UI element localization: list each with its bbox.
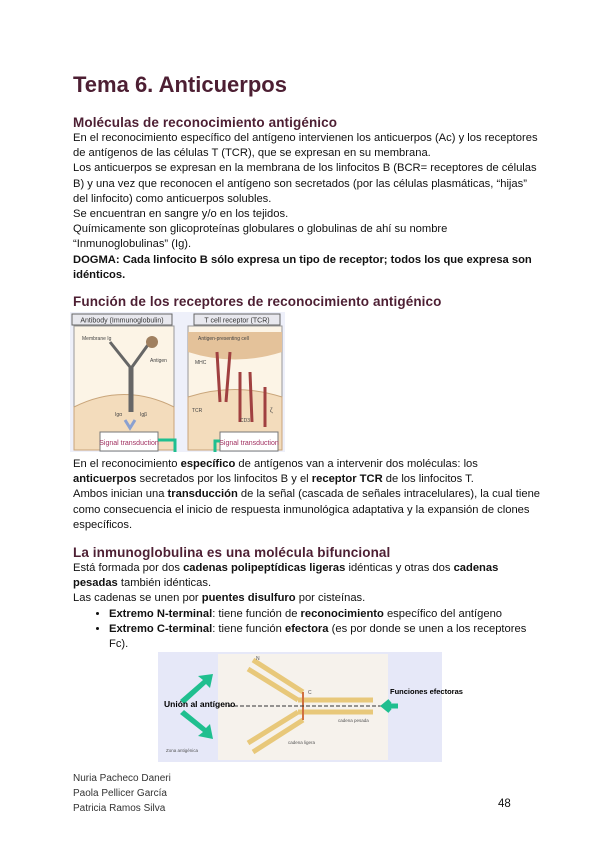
figure-label: cadena ligera — [288, 740, 316, 745]
figure-label: ζ — [270, 408, 273, 414]
author: Nuria Pacheco Daneri — [73, 773, 171, 784]
author: Patricia Ramos Silva — [73, 803, 166, 814]
section-heading: La inmunoglobulina es una molécula bifuncional — [73, 545, 391, 560]
figure-label: Zona antigénica — [166, 748, 199, 753]
paragraph: Las cadenas se unen por puentes disulfuro por cisteínas. — [73, 592, 366, 605]
section-body — [73, 131, 543, 283]
figure-label: Funciones efectoras — [390, 687, 463, 696]
paragraph: Se encuentran en sangre y/o en los tejidos. — [73, 208, 289, 221]
figure-label: Igα — [115, 412, 123, 418]
figure-label: C — [308, 690, 312, 696]
figure-label: Antigen-presenting cell — [198, 336, 249, 342]
figure-label: Antigen — [150, 358, 167, 364]
figure-label: CD3 — [240, 418, 251, 424]
figure-label: MHC — [195, 360, 207, 366]
page-title: Tema 6. Anticuerpos — [73, 72, 287, 97]
immunoglobulin-figure — [158, 652, 463, 762]
dogma-text: DOGMA: Cada linfocito B sólo expresa un tipo de receptor; todos los que expresa son idénticos. — [73, 253, 532, 281]
page-number: 48 — [498, 798, 511, 810]
figure-label: Antibody (Immunoglobulin) — [80, 317, 164, 325]
list-item: • Extremo N-terminal: tiene función de reconocimiento específico del antígeno — [109, 607, 543, 622]
paragraph: Ambos inician una transducción de la señal (cascada de señales intracelulares), la cual tiene como consecuencia el inicio de respuesta inmunológica adaptativa y la expansión de clones específicos. — [73, 488, 541, 531]
paragraph: En el reconocimiento específico de antígenos van a intervenir dos moléculas: los anticuerpos secretados por los linfocitos B y el receptor TCR de los linfocitos T. — [73, 458, 478, 486]
figure-label: cadena pesada — [338, 718, 369, 723]
paragraph: Los anticuerpos se expresan en la membrana de los linfocitos B (BCR= receptores de células B) y una vez que reconocen el antígeno son secretados (por las células plasmáticas, “hijas” del linfocito) como anticuerpos solubles. — [73, 162, 537, 205]
figure-label: T cell receptor (TCR) — [204, 317, 270, 325]
section-heading: Función de los receptores de reconocimiento antigénico — [73, 294, 442, 309]
author: Paola Pellicer García — [73, 788, 167, 799]
section-heading: Moléculas de reconocimiento antigénico — [73, 115, 338, 130]
bullet-list — [73, 607, 543, 653]
list-item: • Extremo C-terminal: tiene función efectora (es por donde se unen a los receptores Fc). — [109, 622, 543, 652]
figure-label: Unión al antígeno — [164, 699, 236, 709]
figure-label: Signal transduction — [219, 440, 279, 447]
figure-label: Signal transduction — [99, 440, 159, 447]
section-body — [73, 561, 543, 652]
section-body — [73, 457, 543, 533]
paragraph: Químicamente son glicoproteínas globulares o globulinas de ahí su nombre “Inmunoglobulinas” (Ig). — [73, 223, 448, 251]
receptor-figure — [70, 312, 285, 452]
paragraph: En el reconocimiento específico del antígeno intervienen los anticuerpos (Ac) y los receptores de antígenos de las células T (TCR), que se expresan en su membrana. — [73, 132, 538, 160]
figure-label: Membrane Ig — [82, 336, 112, 342]
figure-label: N — [256, 656, 260, 662]
figure-label: Igβ — [140, 412, 148, 418]
paragraph: Está formada por dos cadenas polipeptídicas ligeras idénticas y otras dos cadenas pesadas también idénticas. — [73, 562, 499, 590]
figure-label: TCR — [192, 408, 203, 414]
footer-authors — [73, 771, 171, 816]
